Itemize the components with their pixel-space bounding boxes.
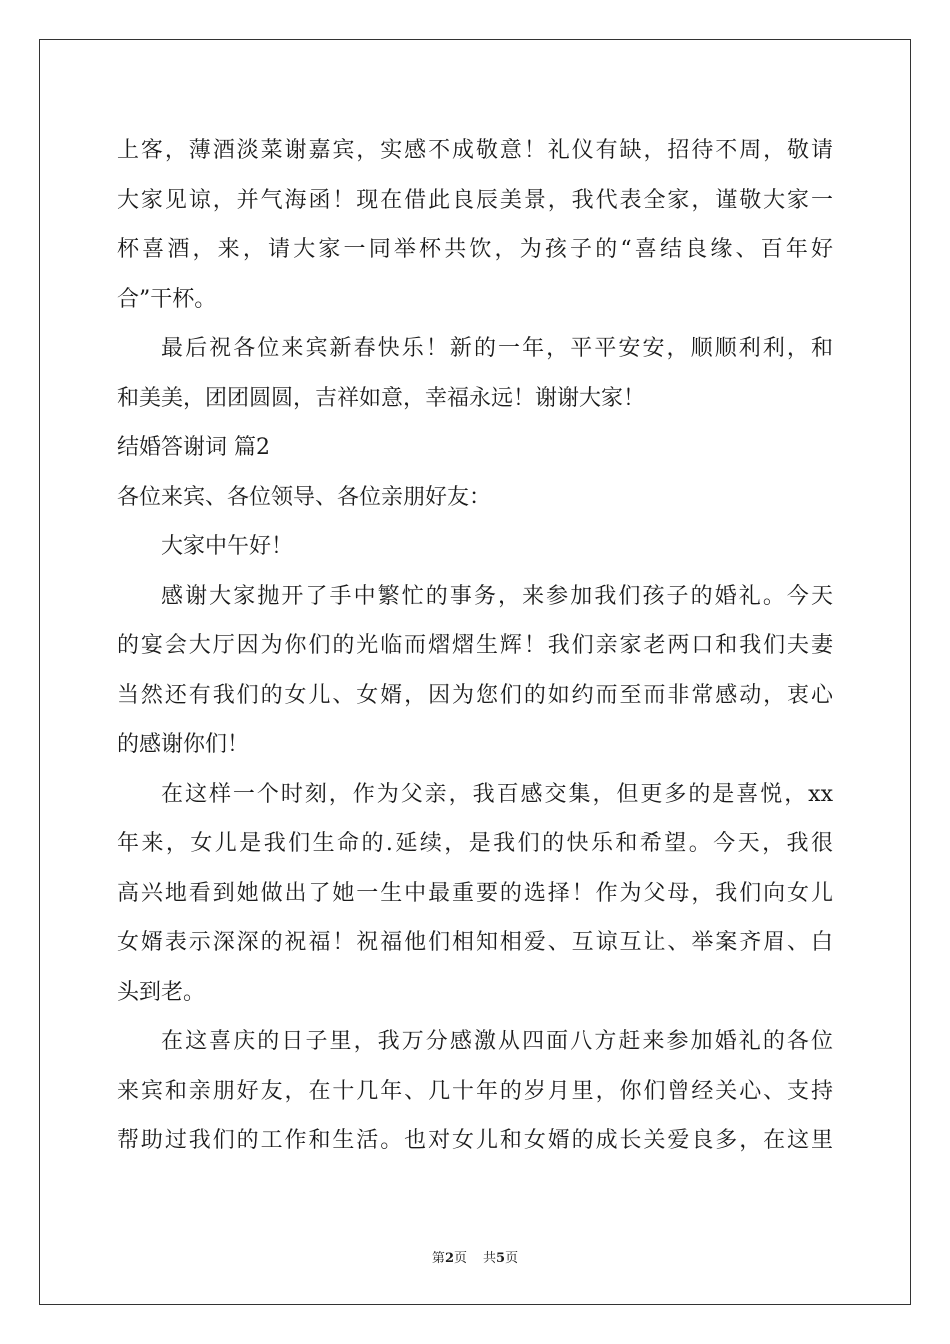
section-title-line: 结婚答谢词 篇2	[117, 435, 270, 460]
p-father-line: 高兴地看到她做出了她一生中最重要的选择！作为父母，我们向女儿	[117, 880, 833, 906]
p2-closing-line: 最后祝各位来宾新春快乐！新的一年，平平安安，顺顺利利，和	[161, 336, 833, 361]
p2-closing-line: 和美美，团团圆圆，吉祥如意，幸福永远！谢谢大家！	[117, 385, 646, 411]
page-footer	[0, 1247, 950, 1266]
footer-total-prefix: 共	[483, 1251, 497, 1266]
footer-page-current: 2	[444, 1251, 454, 1266]
p-thanks-line: 感谢大家抛开了手中繁忙的事务，来参加我们孩子的婚礼。今天	[161, 583, 833, 609]
p-thanks-line: 当然还有我们的女儿、女婿，因为您们的如约而至而非常感动，衷心	[117, 682, 833, 708]
footer-page-suffix: 页	[453, 1251, 467, 1266]
p-father-line: 女婿表示深深的祝福！祝福他们相知相爱、互谅互让、举案齐眉、白	[117, 930, 833, 955]
p1-cont-line: 大家见谅，并气海函！现在借此良辰美景，我代表全家，谨敬大家一	[117, 187, 833, 213]
p-guests-line: 帮助过我们的工作和生活。也对女儿和女婿的成长关爱良多，在这里	[117, 1128, 833, 1153]
p-father-line: 头到老。	[117, 979, 206, 1005]
p-father-line: 在这样一个时刻，作为父亲，我百感交集，但更多的是喜悦，xx	[161, 781, 833, 807]
p1-cont-line: 合”干杯。	[117, 286, 217, 312]
footer-page-prefix: 第	[431, 1251, 445, 1266]
p-guests-line: 来宾和亲朋好友，在十几年、几十年的岁月里，你们曾经关心、支持	[117, 1078, 833, 1104]
greeting-line: 大家中午好！	[161, 534, 294, 559]
p-thanks-line: 的感谢你们！	[117, 732, 250, 757]
p-thanks-line: 的宴会大厅因为你们的光临而熠熠生辉！我们亲家老两口和我们夫妻	[117, 633, 833, 658]
p1-cont-line: 杯喜酒，来，请大家一同举杯共饮，为孩子的“喜结良缘、百年好	[117, 237, 833, 262]
footer-total-suffix: 页	[505, 1251, 519, 1266]
document-body	[117, 126, 833, 1166]
p-father-line: 年来，女儿是我们生命的.延续，是我们的快乐和希望。今天，我很	[117, 831, 833, 856]
p1-cont-line: 上客，薄酒淡菜谢嘉宾，实感不成敬意！礼仪有缺，招待不周，敬请	[117, 138, 833, 163]
p-guests-line: 在这喜庆的日子里，我万分感激从四面八方赶来参加婚礼的各位	[161, 1029, 833, 1054]
footer-page-total: 5	[496, 1251, 506, 1266]
salutation-line: 各位来宾、各位领导、各位亲朋好友：	[117, 484, 492, 510]
